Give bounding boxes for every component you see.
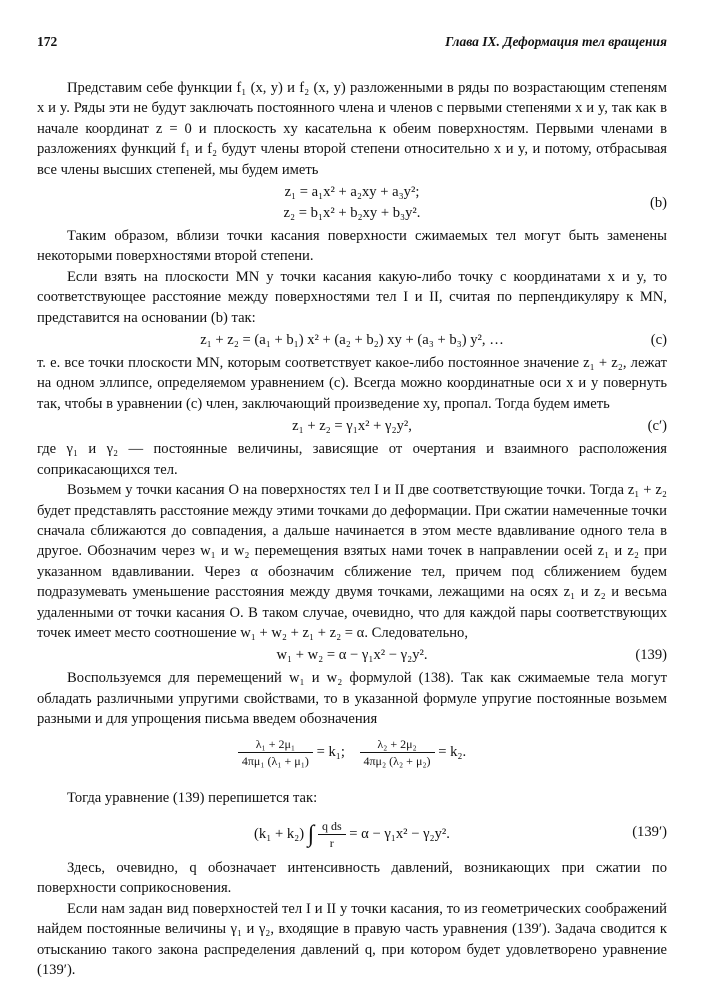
equation-c	[37, 330, 667, 351]
integrand-denominator: r	[329, 835, 334, 850]
equation-c-prime	[37, 416, 667, 437]
integral-sign: ∫	[307, 821, 315, 848]
paragraph-8: Тогда уравнение (139) перепишется так:	[67, 789, 318, 806]
paragraph-9: Здесь, очевидно, q обозначает интенсивность давлений, возникающих при сжатии по поверхности соприкосновения.	[37, 859, 667, 897]
paragraph-1: Представим себе функции f₁ (x, y) и f₂ (x, y) разложенными в ряды по возрастающим степеням x и y. Ряды эти не будут заключать постоянного члена и членов с первыми степенями x и y, так как в начале координат z = 0 и плоскость xy касательна к обеим поверхностям. Первыми членами в разложениях функций f₁ и f₂ будут члены второй степени относительно x и y, и потому, отбрасывая все члены высших степеней, мы будем иметь	[37, 80, 667, 178]
page-body	[37, 78, 667, 980]
k1-fraction	[238, 736, 313, 769]
paragraph-5: где γ₁ и γ₂ — постоянные величины, зависящие от очертания и взаимного расположения соприкасающихся тел.	[37, 441, 667, 478]
k2-rhs: = k₂.	[438, 743, 467, 760]
equation-139-prime-rhs: = α − γ₁x² − γ₂y².	[349, 825, 450, 842]
page-number: 172	[37, 34, 58, 49]
equation-k-content	[37, 736, 667, 769]
equation-139-label: (139)	[635, 647, 667, 664]
paragraph-7: Воспользуемся для перемещений w₁ и w₂ формулой (138). Так как сжимаемые тела могут обладать различными упругими свойствами, то в указанной формуле упругие постоянные возьмем разными и для упрощения письма введем обозначения	[37, 670, 667, 728]
k2-denominator: 4πμ₂ (λ₂ + μ₂)	[363, 753, 431, 768]
equation-139-prime-lhs: (k₁ + k₂)	[254, 825, 305, 842]
page-header	[37, 34, 667, 56]
equation-c-prime-body: z₁ + z₂ = γ₁x² + γ₂y²,	[292, 418, 412, 435]
equation-c-label: (c)	[650, 332, 667, 349]
equation-b-label: (b)	[649, 195, 667, 212]
k1-rhs: = k₁;	[316, 743, 345, 760]
paragraph-3: Если взять на плоскости MN у точки касания какую-либо точку с координатами x и y, то соответствующее расстояние между поверхностями тел I и II, считая по перпендикуляру к MN, представится на основании (b) так:	[37, 268, 667, 326]
integrand-fraction	[318, 818, 346, 851]
equation-139-prime-label: (139′)	[632, 823, 667, 840]
equation-139-prime	[37, 812, 667, 852]
paragraph-2: Таким образом, вблизи точки касания поверхности сжимаемых тел могут быть заменены некоторыми поверхностями второй степени.	[37, 228, 667, 265]
equation-b-line-1: z₁ = a₁x² + a₂xy + a₃y²;	[284, 184, 420, 201]
equation-c-prime-label: (c′)	[647, 418, 667, 435]
book-page	[37, 34, 667, 980]
equation-b-line-2: z₂ = b₁x² + b₂xy + b₃y².	[283, 205, 421, 222]
paragraph-4: т. е. все точки плоскости MN, которым соответствует какое-либо постоянное значение z₁ + z₂, лежат на одном эллипсе, определяемом уравнением (c). Всегда можно координатные оси x и y повернуть так, чтобы в уравнении (c) член, заключающий произведение xy, пропал. Тогда будем иметь	[37, 355, 667, 412]
k1-numerator: λ₁ + 2μ₁	[238, 736, 313, 753]
paragraph-6: Возьмем у точки касания O на поверхностях тел I и II две соответствующие точки. Тогда z₁ + z₂ будет представлять расстояние между этими точками до деформации. При сжатии намеченные точки сначала сближаются до совпадения, а дальше начинается в этом месте вдавливание одного тела в другое. Обозначим через w₁ и w₂ перемещения взятых нами точек в направлении осей z₁ и z₂ при указанном вдавливании. Через α обозначим сближение тел, причем под сближением будем подразумевать уменьшение расстояния между двумя точками, лежащими на осях z₁ и z₂ и весьма удаленными от точки касания O. В таком случае, очевидно, что для каждой пары соответствующих точек имеет место соотношение w₁ + w₂ + z₁ + z₂ = α. Следовательно,	[37, 482, 667, 641]
equation-c-body: z₁ + z₂ = (a₁ + b₁) x² + (a₂ + b₂) xy + (a₃ + b₃) y², …	[200, 332, 504, 349]
k2-fraction	[360, 736, 435, 769]
equation-k-definitions	[37, 736, 667, 782]
k1-denominator: 4πμ₁ (λ₁ + μ₁)	[241, 753, 309, 768]
equation-b	[37, 182, 667, 224]
equation-139	[37, 645, 667, 666]
paragraph-10: Если нам задан вид поверхностей тел I и II у точки касания, то из геометрических соображений найдем постоянные величины γ₁ и γ₂, входящие в правую часть уравнения (139′). Задача сводится к отысканию такого закона распределения давлений q, при котором будет удовлетворено уравнение (139′).	[37, 900, 667, 978]
running-head: Глава IX. Деформация тел вращения	[445, 34, 667, 49]
equation-139-body: w₁ + w₂ = α − γ₁x² − γ₂y².	[276, 647, 428, 664]
integrand-numerator: q ds	[318, 818, 346, 835]
k2-numerator: λ₂ + 2μ₂	[360, 736, 435, 753]
equation-139-prime-content	[37, 818, 667, 851]
